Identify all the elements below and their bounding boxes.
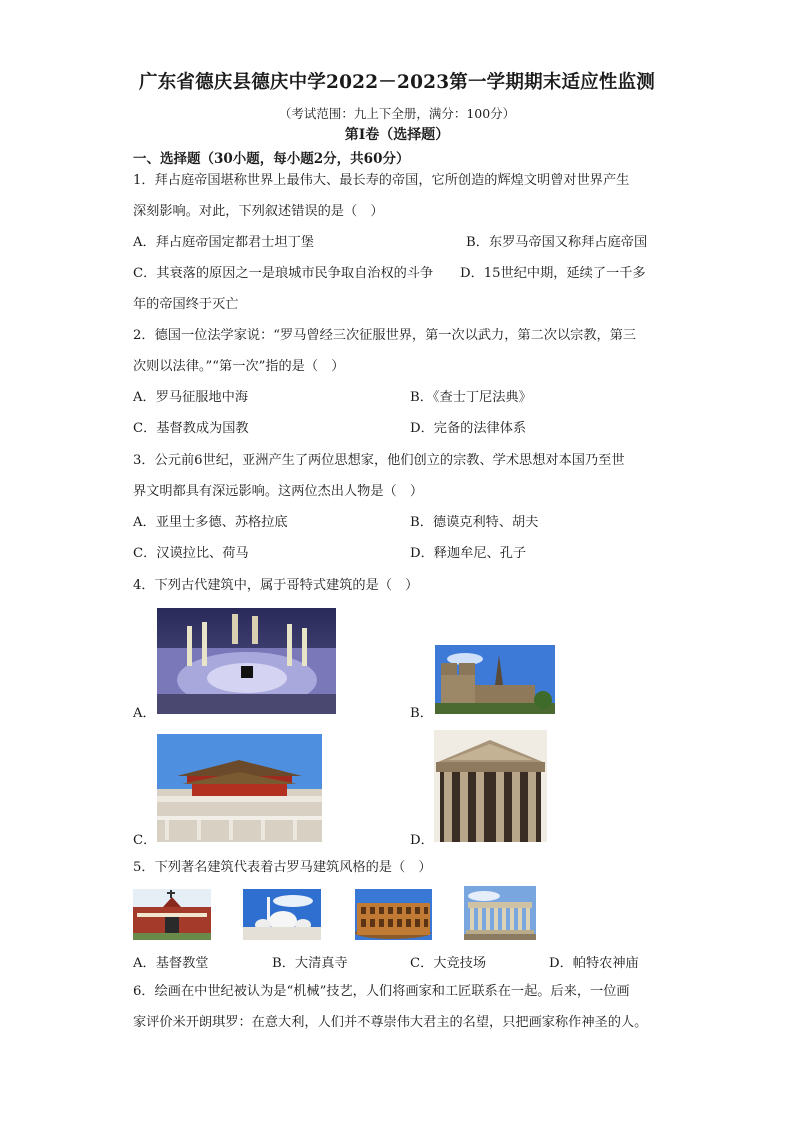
- q6-stem-line2: 家评价米开朗琪罗：在意大利，人们并不尊崇伟大君主的名望，只把画家称作神圣的人。: [133, 1015, 648, 1030]
- q2-option-b: B．《查士丁尼法典》: [410, 390, 532, 405]
- q2-stem-line2: 次则以法律。”“第一次”指的是（ ）: [133, 359, 345, 374]
- q1-option-b: B．东罗马帝国又称拜占庭帝国: [466, 235, 648, 250]
- q1-option-d: D．15世纪中期，延续了一千多: [460, 266, 646, 281]
- q4-option-c-label: C．: [133, 833, 157, 848]
- q5-option-d: D．帕特农神庙: [549, 956, 639, 971]
- notre-dame-photo: [435, 645, 555, 714]
- q5-option-c: C．大竞技场: [410, 956, 487, 971]
- q2-stem-line1: 2．德国一位法学家说：“罗马曾经三次征服世界，第一次以武力，第二次以宗教，第三: [133, 328, 637, 343]
- q3-option-a: A．亚里士多德、苏格拉底: [133, 515, 288, 530]
- mosque-photo: [243, 889, 321, 940]
- q3-option-d: D．释迦牟尼、孔子: [410, 546, 527, 561]
- q2-option-d: D．完备的法律体系: [410, 421, 527, 436]
- exam-scope: （考试范围：九上下全册，满分：100分）: [278, 106, 516, 121]
- q5-option-a: A．基督教堂: [133, 956, 209, 971]
- q4-option-b-label: B．: [410, 706, 433, 721]
- q2-option-c: C．基督教成为国教: [133, 421, 249, 436]
- q1-option-d-cont: 年的帝国终于灭亡: [133, 297, 239, 312]
- exam-title: 广东省德庆县德庆中学2022－2023第一学期期末适应性监测: [139, 72, 655, 93]
- q2-option-a: A．罗马征服地中海: [133, 390, 249, 405]
- q1-stem-line1: 1．拜占庭帝国堪称世界上最伟大、最长寿的帝国，它所创造的辉煌文明曾对世界产生: [133, 173, 630, 188]
- section-heading: 一、选择题（30小题，每小题2分，共60分）: [133, 151, 410, 167]
- q4-option-a-label: A．: [133, 706, 156, 721]
- parthenon-photo: [464, 886, 536, 940]
- q4-option-d-label: D．: [410, 833, 434, 848]
- colosseum-photo: [355, 889, 432, 940]
- q3-stem-line1: 3．公元前6世纪，亚洲产生了两位思想家，他们创立的宗教、学术思想对本国乃至世: [133, 453, 625, 468]
- q3-option-b: B．德谟克利特、胡夫: [410, 515, 539, 530]
- q1-option-c: C．其衰落的原因之一是琅城市民争取自治权的斗争: [133, 266, 434, 281]
- q5-option-b: B．大清真寺: [272, 956, 348, 971]
- forbidden-city-photo: [157, 734, 322, 842]
- q1-option-a: A．拜占庭帝国定都君士坦丁堡: [133, 235, 314, 250]
- q6-stem-line1: 6．绘画在中世纪被认为是“机械”技艺，人们将画家和工匠联系在一起。后来，一位画: [133, 984, 630, 999]
- q3-stem-line2: 界文明都具有深远影响。这两位杰出人物是（ ）: [133, 484, 424, 499]
- church-photo: [133, 889, 211, 940]
- pantheon-photo: [434, 730, 547, 842]
- q1-stem-line2: 深刻影响。对此，下列叙述错误的是（ ）: [133, 204, 384, 219]
- part-heading: 第I卷（选择题）: [344, 127, 450, 143]
- q5-stem: 5．下列著名建筑代表着古罗马建筑风格的是（ ）: [133, 860, 432, 875]
- q3-option-c: C．汉谟拉比、荷马: [133, 546, 249, 561]
- q4-stem: 4．下列古代建筑中，属于哥特式建筑的是（ ）: [133, 578, 419, 593]
- mecca-mosque-photo: [157, 608, 336, 714]
